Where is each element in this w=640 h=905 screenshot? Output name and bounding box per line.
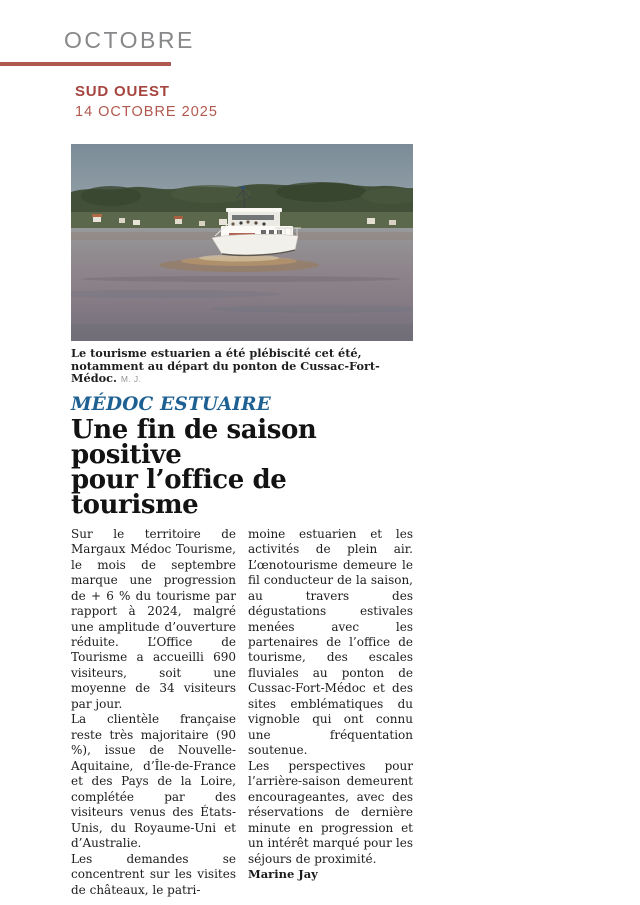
headline-line-2: pour l’office de tourisme [71, 464, 287, 520]
header-accent-rule [0, 62, 171, 66]
article-headline [71, 414, 413, 520]
article-photo [71, 144, 413, 341]
body-paragraph: La clientèle française reste très majoritaire (90 %), issue de Nouvelle-Aquitaine, d’Île-de-France et des Pays de la Loire, complétée par des visiteurs venus des États-Unis, du Royaume-Uni et d’Australie. [71, 712, 236, 851]
body-paragraph: moine estuarien et les activités de plein air. L’œnotourisme demeure le fil conducteur de la saison, au travers des dégustations estivales menées avec les partenaires de l’office de tourisme, des escales fluviales au ponton de Cussac-Fort-Médoc et des sites emblématiques du vignoble qui ont connu une fréquentation soutenue. [248, 526, 413, 758]
article-kicker: MÉDOC ESTUAIRE [71, 393, 271, 415]
photo-caption [71, 347, 413, 385]
body-paragraph: Les perspectives pour l’arrière-saison demeurent encourageantes, avec des réservations de dernière minute en progression et un intérêt marqué pour les séjours de proximité. [248, 758, 413, 866]
body-paragraph: Sur le territoire de Margaux Médoc Tourisme, le mois de septembre marque une progression de + 6 % du tourisme par rapport à 2024, malgré une amplitude d’ouverture réduite. L’Office de Tourisme a accueilli 690 visiteurs, soit une moyenne de 34 visiteurs par jour. [71, 526, 236, 711]
body-paragraph: Les demandes se concentrent sur les visites de châteaux, le patri- [71, 851, 236, 897]
headline-line-1: Une fin de saison positive [71, 414, 317, 470]
source-name: SUD OUEST [75, 83, 170, 100]
photo-credit: M. J. [120, 374, 142, 385]
article-body [71, 527, 413, 898]
article-clip [71, 144, 413, 898]
article-author: Marine Jay [248, 867, 318, 882]
article-figure [71, 144, 413, 385]
article-column-left [71, 527, 236, 898]
source-date: 14 OCTOBRE 2025 [75, 104, 218, 120]
article-column-right [248, 527, 413, 898]
month-title: OCTOBRE [64, 27, 195, 53]
photo-caption-text: Le tourisme estuarien a été plébiscité cet été, notamment au départ du ponton de Cussac-Fort-Médoc. [71, 346, 380, 386]
